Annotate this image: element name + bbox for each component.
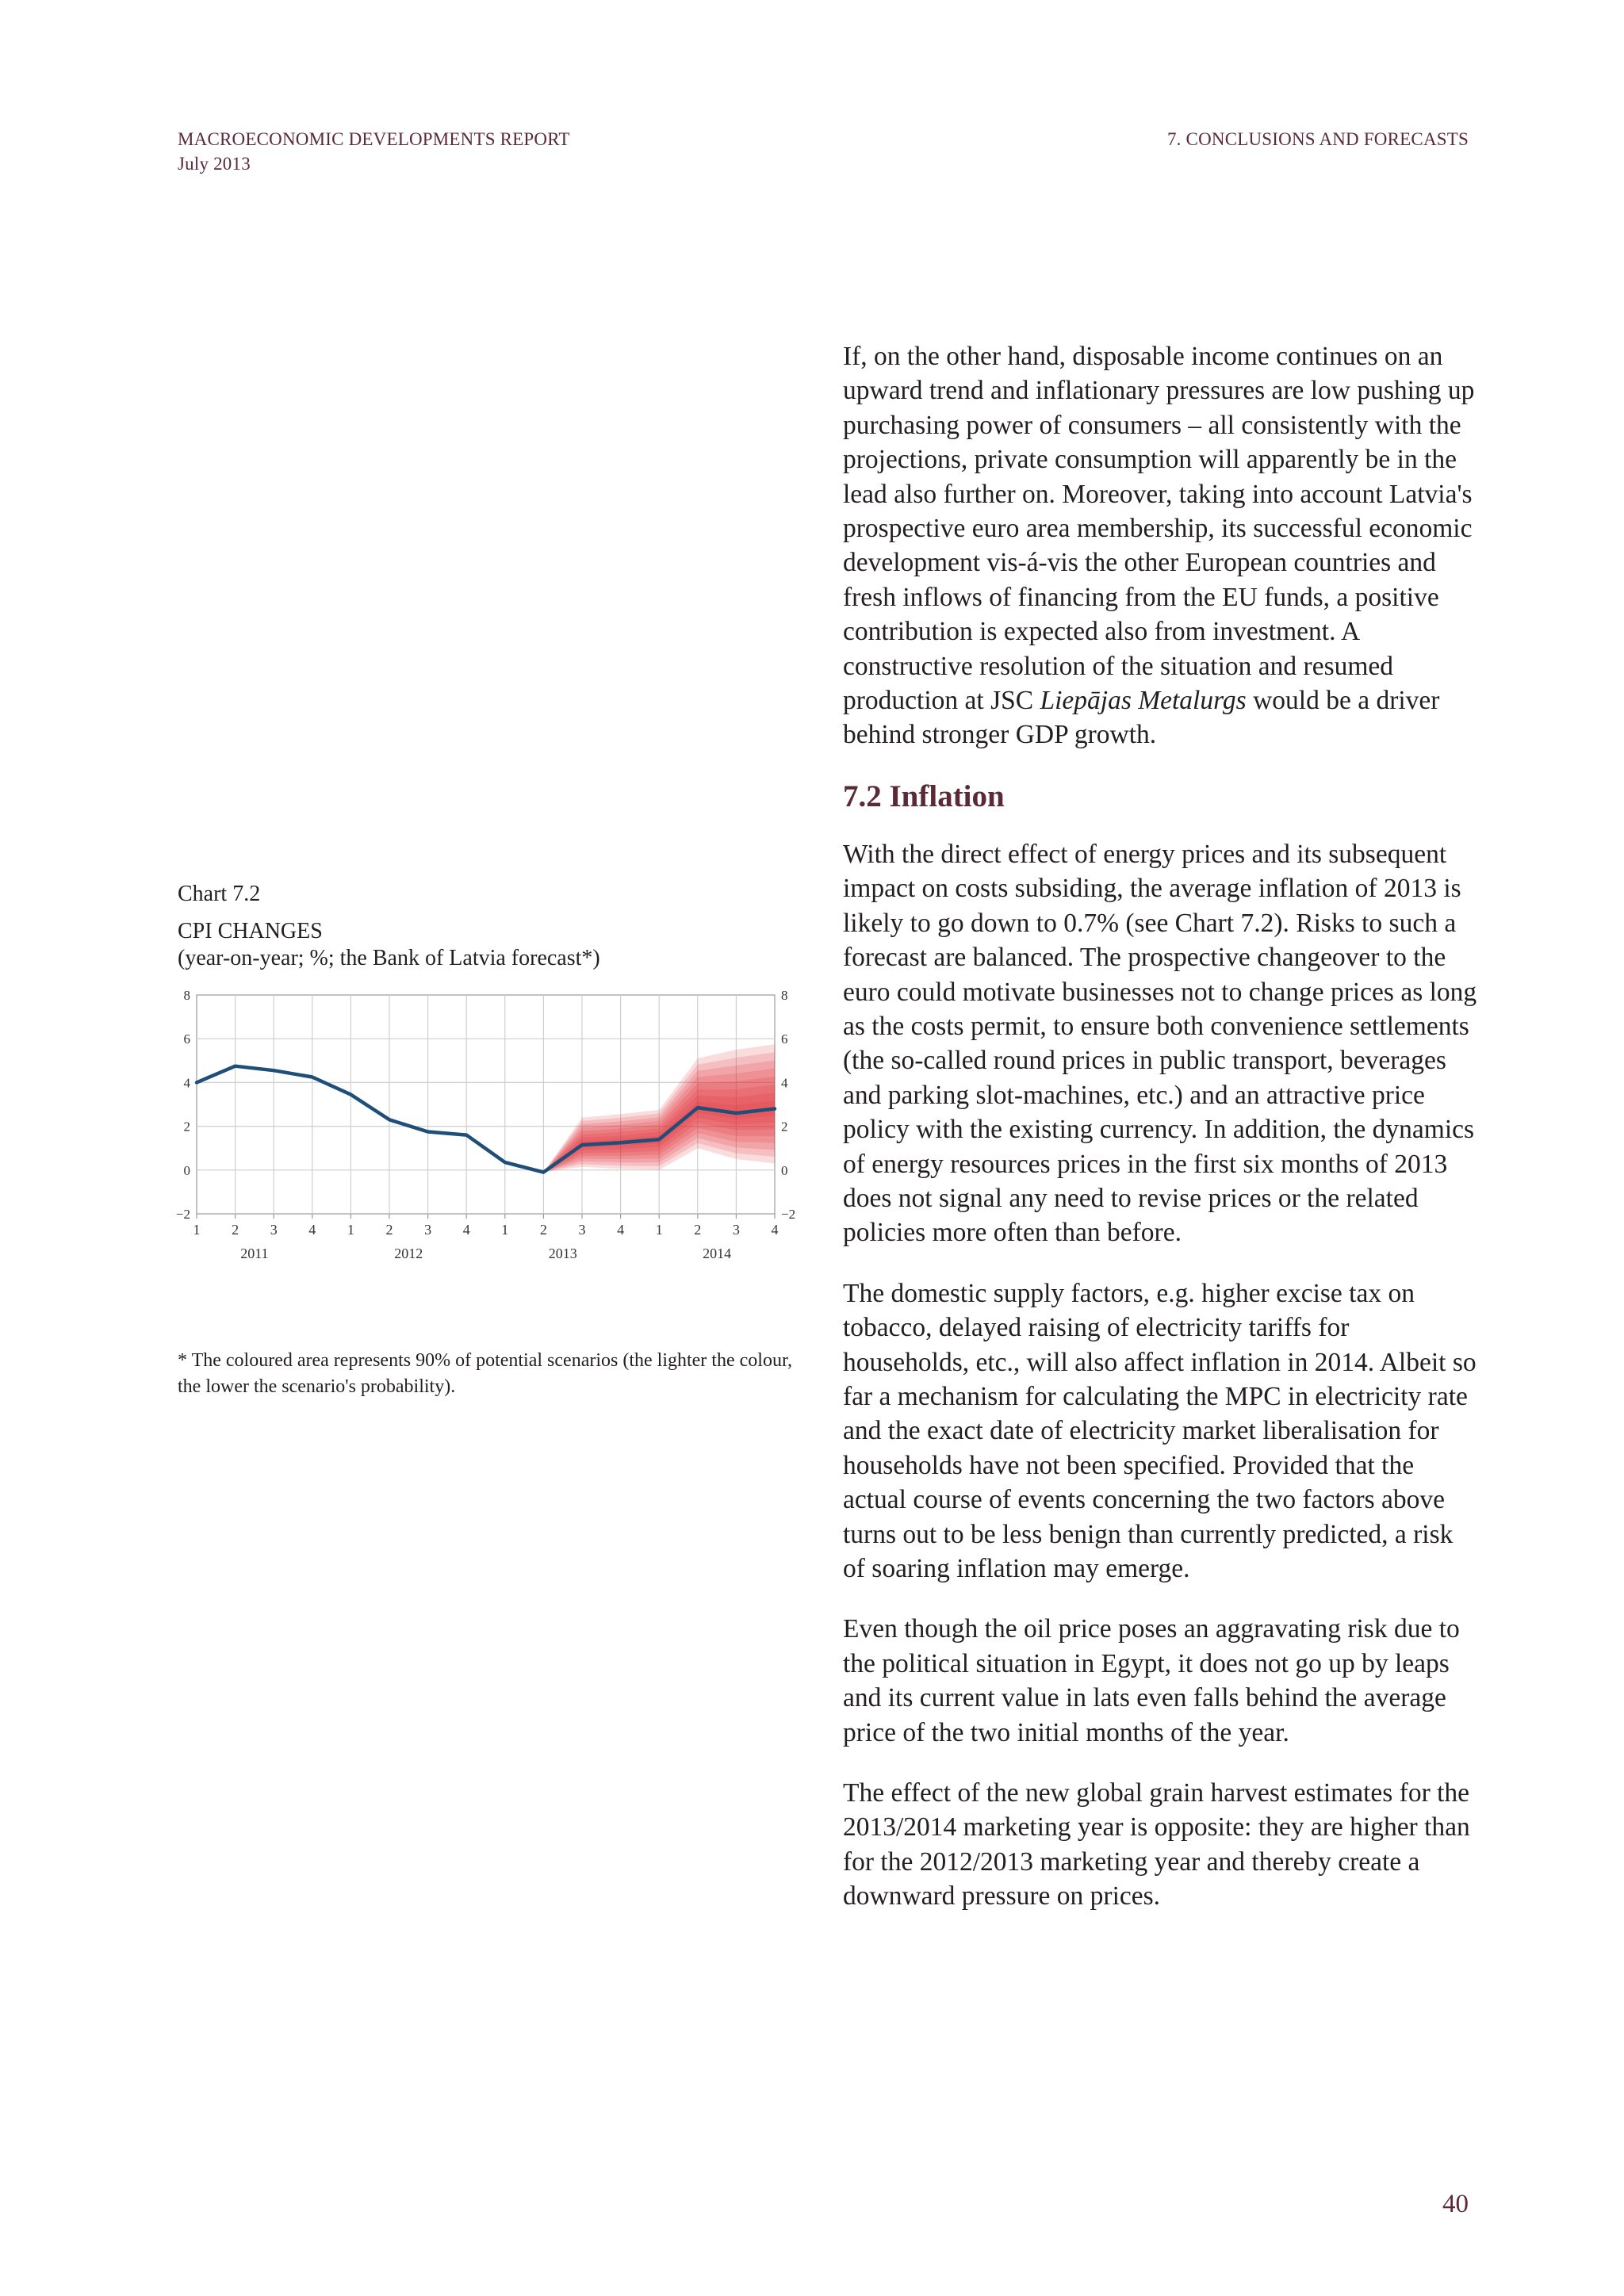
x-tick-label: 4 [617,1222,625,1238]
x-tick-label: 2 [694,1222,702,1238]
main-text-column [843,339,1477,1940]
y-tick-label-left: 2 [183,1119,190,1135]
y-tick-label-left: −2 [175,1207,190,1222]
y-tick-label-left: 4 [183,1075,190,1091]
y-tick-label-left: 0 [183,1162,190,1178]
x-tick-label: 2 [539,1222,547,1238]
chart-title: CPI CHANGES [178,919,323,943]
x-tick-label: 2 [385,1222,393,1238]
x-tick-label: 1 [347,1222,354,1238]
report-title: MACROECONOMIC DEVELOPMENTS REPORT [178,129,570,149]
x-tick-label: 1 [501,1222,509,1238]
paragraph-3: The domestic supply factors, e.g. higher excise tax on tobacco, delayed raising of electricity tariffs for households, etc., will also affect inflation in 2014. Albeit so far a mechanism for calculating the MPC in electricity rate and the exact date of electricity market liberalisation for households have not been specified. Provided that the actual course of events concerning the two factors above turns out to be less benign than currently predicted, a risk of soaring inflation may emerge. [843,1278,1477,1583]
year-label: 2014 [703,1246,732,1261]
x-tick-label: 2 [232,1222,239,1238]
y-tick-label-left: 6 [183,1031,190,1047]
running-header-right: 7. CONCLUSIONS AND FORECASTS [1166,129,1469,149]
chart-block [175,880,796,1261]
x-tick-label: 4 [462,1222,470,1238]
x-tick-label: 3 [732,1222,740,1238]
year-label: 2011 [240,1246,269,1261]
y-tick-label-left: 8 [183,988,190,1003]
x-tick-label: 4 [771,1222,779,1238]
report-date: July 2013 [178,154,251,174]
cpi-chart [175,987,796,1312]
paragraph-1: If, on the other hand, disposable income continues on an upward trend and inflationary pressures are low pushing up purchasing power of consumers – all consistently with the projections, private consumption will apparently be in the lead also further on. Moreover, taking into account Latvia's prospective euro area membership, its successful economic development vis-á-vis the other European countries and fresh inflows of financing from the EU funds, a positive contribution is expected also from investment. A constructive resolution of the situation and resumed production at JSC Liepājas Metalurgs would be a driver behind stronger GDP growth. [843,342,1475,750]
page-number: 40 [1442,2190,1469,2218]
y-tick-label-right: 2 [781,1119,788,1135]
y-tick-label-right: 8 [781,988,788,1003]
x-tick-label: 3 [424,1222,432,1238]
paragraph-4: Even though the oil price poses an aggravating risk due to the political situation in Egypt, it does not go up by leaps and its current value in lats even falls behind the average price of the two initial months of the year. [843,1614,1460,1747]
paragraph-5: The effect of the new global grain harvest estimates for the 2013/2014 marketing year is opposite: they are higher than for the 2012/2013 marketing year and thereby create a downward pressure on prices. [843,1778,1470,1911]
chart-footnote: * The coloured area represents 90% of potential scenarios (the lighter the colour, the lower the scenario's probability). [178,1350,792,1397]
y-tick-label-right: −2 [781,1207,796,1222]
x-tick-label: 4 [308,1222,316,1238]
section-title: 7.2 Inflation [843,779,1005,813]
company-name: Liepājas Metalurgs [1040,686,1247,716]
running-header-left [178,127,570,176]
chart-label: Chart 7.2 [178,882,261,906]
paragraph-2: With the direct effect of energy prices and its subsequent impact on costs subsiding, the average inflation of 2013 is likely to go down to 0.7% (see Chart 7.2). Risks to such a forecast are balanced. The prospective changeover to the euro could motivate businesses not to change prices as long as the costs permit, to ensure both convenience settlements (the so-called round prices in public transport, beverages and parking slot-machines, etc.) and an attractive price policy with the existing currency. In addition, the dynamics of energy resources prices in the first six months of 2013 does not signal any need to revise prices or the related policies more often than before. [843,839,1477,1248]
year-label: 2012 [394,1246,423,1261]
y-tick-label-right: 4 [781,1075,788,1091]
x-tick-label: 1 [193,1222,201,1238]
x-tick-label: 3 [578,1222,586,1238]
year-label: 2013 [548,1246,577,1261]
x-tick-label: 1 [655,1222,663,1238]
y-tick-label-right: 0 [781,1162,788,1178]
y-tick-label-right: 6 [781,1031,788,1047]
x-tick-label: 3 [270,1222,278,1238]
chart-subtitle: (year-on-year; %; the Bank of Latvia forecast*) [178,946,600,970]
